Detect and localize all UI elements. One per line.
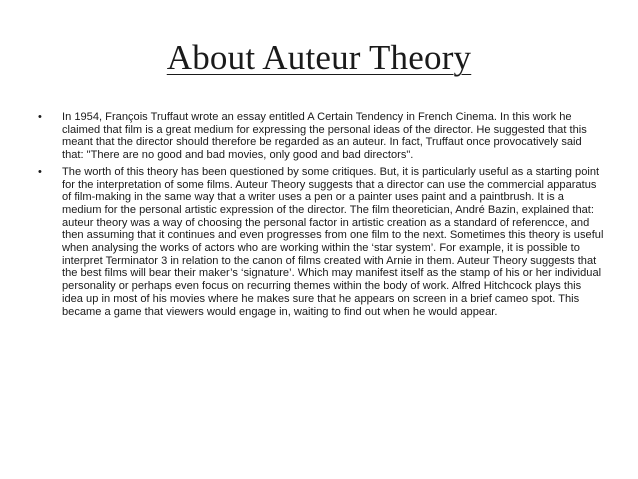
bullet-marker: • bbox=[38, 111, 42, 123]
slide-title-text: About Auteur Theory bbox=[166, 38, 472, 77]
bullet-text-truffaut: In 1954, François Truffaut wrote an essay entitled A Certain Tendency in French Cinema. In this work he claimed that film is a great medium for expressing the personal ideas of the director. He suggested that this meant that the director should therefore be regarded as an auteur. In fact, Truffaut once provocatively said that: "There are no good and bad movies, only good and bad directors". bbox=[62, 111, 587, 162]
bullet-text-theory-worth: The worth of this theory has been questioned by some critiques. But, it is particularly useful as a starting point for the interpretation of some films. Auteur Theory suggests that a director can use the commercial apparatus of film-making in the same way that a writer uses a pen or a painter uses paint and a paintbrush. It is a medium for the personal artistic expression of the director. The film theoretician, André Bazin, explained that: auteur theory was a way of choosing the personal factor in artistic creation as a standard of referencce, and then assuming that it continues and even progresses from one film to the next. Sometimes this theory is useful when analysing the works of actors who are working within the ‘star system’. For example, it is possible to interpret Terminator 3 in relation to the canon of films created with Arnie in them. Auteur Theory suggests that the best films will bear their maker’s ‘signature’. Which may manifest itself as the stamp of his or her individual personality or perhaps even focus on recurring themes within the body of work. Alfred Hitchcock plays this idea up in most of his movies where he makes sure that he appears on screen in a brief cameo spot. This became a game that viewers would engage in, waiting to find out when he would appear. bbox=[62, 165, 604, 318]
bullet-item-truffaut bbox=[38, 111, 604, 162]
bullet-list bbox=[38, 111, 604, 322]
bullet-marker: • bbox=[38, 165, 42, 178]
bullet-item-theory-worth bbox=[38, 166, 604, 318]
slide-title bbox=[0, 38, 638, 78]
